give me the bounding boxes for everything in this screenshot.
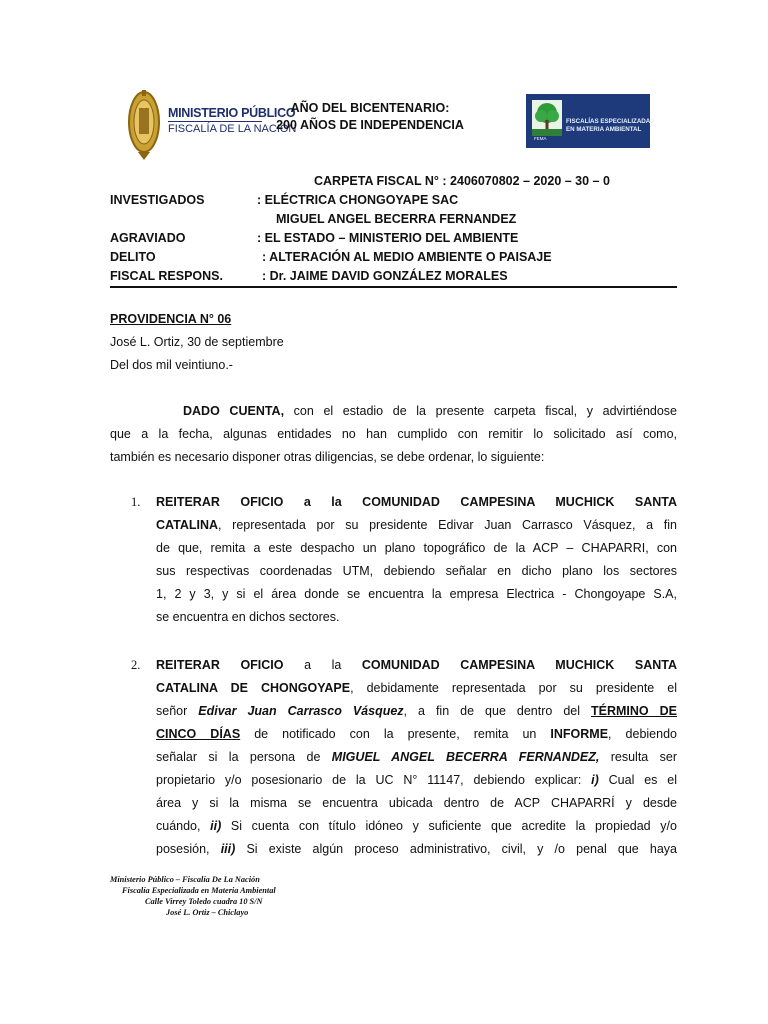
item-2-text-c: señor <box>156 704 199 718</box>
investigados-label: INVESTIGADOS <box>110 193 205 207</box>
carpeta-value: : 2406070802 – 2020 – 30 – 0 <box>442 174 610 188</box>
item-2-text-i: propietario y/o posesionario de la UC N° 11147, debiendo explicar: <box>156 773 592 787</box>
item-2-line-3 <box>156 700 677 723</box>
fiscal-label: FISCAL RESPONS. <box>110 269 223 283</box>
agraviado-value: : EL ESTADO – MINISTERIO DEL AMBIENTE <box>257 231 519 245</box>
item-2-text-j: Cual es el <box>598 773 677 787</box>
footer-line-2: Fiscalía Especializada en Materia Ambiental <box>122 886 276 895</box>
item-2-line-4 <box>156 723 677 746</box>
date-line-1: José L. Ortiz, 30 de septiembre <box>110 335 284 349</box>
header-divider <box>110 286 677 288</box>
fema-abbreviation: FEMA <box>534 136 547 141</box>
header-title <box>270 100 470 134</box>
item-1-line-2 <box>156 514 677 537</box>
carpeta-fiscal <box>314 174 610 188</box>
intro-paragraph <box>110 400 677 469</box>
item-2-line-5 <box>156 746 677 769</box>
item-2-text-f: , debiendo <box>608 727 677 741</box>
logo-divider <box>168 121 262 122</box>
item-2-line-2 <box>156 677 677 700</box>
item-2-text-b: , debidamente representada por su presidente el <box>350 681 678 695</box>
delito-value: : ALTERACIÓN AL MEDIO AMBIENTE O PAISAJE <box>262 250 552 264</box>
header-title-line-2: 200 AÑOS DE INDEPENDENCIA <box>276 118 464 132</box>
intro-bold: DADO CUENTA, <box>183 404 285 418</box>
item-2-bold-a: REITERAR OFICIO <box>156 658 284 672</box>
investigados-value-2: MIGUEL ANGEL BECERRA FERNANDEZ <box>276 212 517 226</box>
item-2-roman-3: iii) <box>220 842 236 856</box>
item-2-text-a: a la <box>283 658 362 672</box>
tree-icon <box>532 100 562 136</box>
item-2-text-m: posesión, <box>156 842 221 856</box>
item-2-text-l: Si cuenta con título idóneo y suficiente que acredite la propiedad y/o <box>221 819 677 833</box>
item-2-termino: TÉRMINO DE <box>591 704 677 718</box>
item-2 <box>156 654 677 861</box>
item-2-line-6 <box>156 769 677 792</box>
item-2-bold-c: CATALINA DE CHONGOYAPE <box>156 681 351 695</box>
item-2-line-1 <box>156 654 677 677</box>
footer-line-1: Ministerio Público – Fiscalía De La Nación <box>110 875 260 884</box>
footer-line-4: José L. Ortiz – Chiclayo <box>166 908 249 917</box>
page-footer <box>110 874 330 918</box>
intro-line-1 <box>110 400 677 423</box>
footer-line-3: Calle Virrey Toledo cuadra 10 S/N <box>145 897 263 906</box>
ministerio-publico-emblem-icon <box>126 88 162 162</box>
date-line-2: Del dos mil veintiuno.- <box>110 358 233 372</box>
item-2-text-g: señalar si la persona de <box>156 750 332 764</box>
item-2-roman-1: i) <box>591 773 599 787</box>
item-2-informe: INFORME <box>550 727 609 741</box>
item-1-line-6: se encuentra en dichos sectores. <box>156 610 340 624</box>
item-2-text-d: , a fin de que dentro del <box>403 704 591 718</box>
item-2-cinco-dias: CINCO DÍAS <box>156 727 241 741</box>
item-2-bold-b: COMUNIDAD CAMPESINA MUCHICK SANTA <box>361 658 678 672</box>
item-2-text-h: resulta ser <box>599 750 677 764</box>
logo-line-2: FISCALÍA DE LA NACIÓN <box>168 123 297 135</box>
intro-line-1-rest: con el estadio de la presente carpeta fiscal, y advirtiéndose <box>284 404 677 418</box>
item-2-person: MIGUEL ANGEL BECERRA FERNANDEZ, <box>331 750 600 764</box>
item-1 <box>156 491 677 629</box>
delito-label: DELITO <box>110 250 156 264</box>
item-2-line-8 <box>156 815 677 838</box>
item-2-line-7: área y si la misma se encuentra ubicada dentro de ACP CHAPARRÍ y desde <box>156 796 677 810</box>
item-1-line-3: de que, remita a este despacho un plano topográfico de la ACP – CHAPARRI, con <box>156 541 677 555</box>
item-1-line-2-rest: , representada por su presidente Edivar Juan Carrasco Vásquez, a fin <box>218 518 677 532</box>
intro-line-3: también es necesario disponer otras diligencias, se debe ordenar, lo siguiente: <box>110 450 545 464</box>
agraviado-label: AGRAVIADO <box>110 231 186 245</box>
carpeta-label: CARPETA FISCAL N° <box>314 174 439 188</box>
item-2-text-n: Si existe algún proceso administrativo, civil, y /o penal que haya <box>235 842 678 856</box>
fema-logo <box>526 94 655 148</box>
item-1-line-4: sus respectivas coordenadas UTM, debiendo señalar en dicho plano los sectores <box>156 564 677 578</box>
fema-line-1: FISCALÍAS ESPECIALIZADAS <box>566 118 655 125</box>
item-2-text-k: cuándo, <box>156 819 211 833</box>
item-2-number: 2. <box>131 658 141 672</box>
item-1-bold: CATALINA <box>156 518 219 532</box>
fema-text <box>566 118 654 134</box>
item-2-name: Edivar Juan Carrasco Vásquez <box>198 704 404 718</box>
fema-line-2: EN MATERIA AMBIENTAL <box>566 126 642 133</box>
providencia-title: PROVIDENCIA N° 06 <box>110 312 232 326</box>
item-2-roman-2: ii) <box>210 819 222 833</box>
item-2-line-9 <box>156 838 677 861</box>
intro-line-2: que a la fecha, algunas entidades no han cumplido con remitir lo solicitado así como, <box>110 427 677 441</box>
investigados-value-1: : ELÉCTRICA CHONGOYAPE SAC <box>257 193 459 207</box>
fiscal-value: : Dr. JAIME DAVID GONZÁLEZ MORALES <box>262 269 508 283</box>
logo-line-1: MINISTERIO PÚBLICO <box>168 106 296 120</box>
item-1-number: 1. <box>131 495 141 509</box>
item-1-line-1: REITERAR OFICIO a la COMUNIDAD CAMPESINA MUCHICK SANTA <box>156 495 677 509</box>
item-2-text-e: de notificado con la presente, remita un <box>240 727 551 741</box>
header-title-line-1: AÑO DEL BICENTENARIO: <box>290 101 450 115</box>
item-1-line-5: 1, 2 y 3, y si el área donde se encuentra la empresa Electrica - Chongoyape S.A, <box>156 587 677 601</box>
